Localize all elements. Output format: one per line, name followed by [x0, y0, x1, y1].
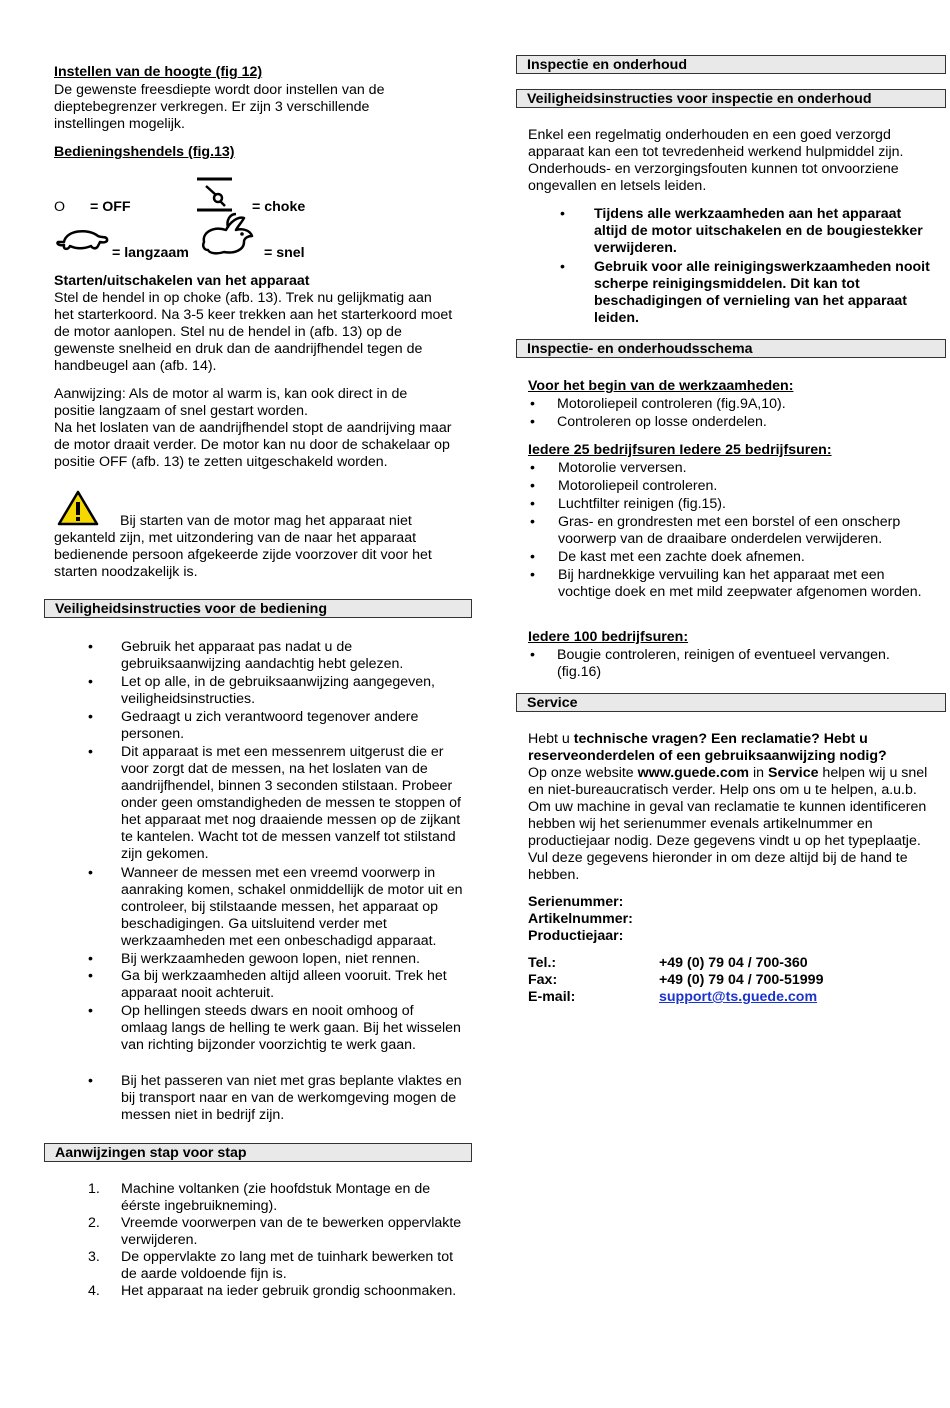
- tel-label: Tel.:: [528, 955, 557, 971]
- step-text: Het apparaat na ieder gebruik grondig schoonmaken.: [121, 1283, 457, 1299]
- year-label: Productiejaar:: [528, 928, 624, 944]
- every25-list-item: [530, 460, 930, 477]
- bullet-marker: •: [530, 414, 535, 430]
- inspection-safety-title: Veiligheidsinstructies voor inspectie en onderhoud: [527, 91, 872, 107]
- serial-label: Serienummer:: [528, 894, 624, 910]
- safety-section-header: [44, 599, 472, 618]
- bullet-marker: •: [88, 639, 93, 655]
- bullet-marker: •: [530, 549, 535, 565]
- height-title: Instellen van de hoogte (fig 12): [54, 64, 263, 80]
- fax-value: +49 (0) 79 04 / 700-51999: [659, 972, 824, 988]
- schema-section-title: Inspectie- en onderhoudsschema: [527, 341, 753, 357]
- article-label: Artikelnummer:: [528, 911, 633, 927]
- safety-list-item: [88, 639, 464, 673]
- height-text: De gewenste freesdiepte wordt door instellen van de dieptebegrenzer verkregen. Er zijn 3 verschillende instellingen mogelijk.: [54, 82, 385, 132]
- email-label: E-mail:: [528, 989, 576, 1005]
- bullet-marker: •: [530, 496, 535, 512]
- bullet-marker: •: [88, 865, 93, 881]
- before-list-item: [530, 414, 930, 431]
- bullet-marker: •: [530, 647, 535, 663]
- safety-list-item: [88, 1073, 464, 1124]
- step-list-item: [88, 1181, 464, 1215]
- service-web-part3: helpen wij u snel en niet-bureaucratisch verder. Help ons om u te helpen, a.u.b. Om uw machine in geval van reclamatie te kunnen identificeren hebben wij het serienummer evenals artikelnummer en productiejaar nodig. Deze gegevens vindt u op het typeplaatje. Vul deze gegevens hieronder in om deze altijd bij de hand te hebben.: [528, 765, 928, 883]
- every25-list-item: [530, 496, 930, 513]
- schema-section-header: [516, 339, 946, 358]
- every25-item-text: De kast met een zachte doek afnemen.: [558, 549, 805, 565]
- start-title: Starten/uitschakelen van het apparaat: [54, 273, 310, 289]
- bullet-marker: •: [88, 951, 93, 967]
- bullet-marker: •: [88, 709, 93, 725]
- service-website-url[interactable]: www.guede.com: [637, 765, 750, 781]
- inspection-intro: Enkel een regelmatig onderhouden en een goed verzorgd apparaat kan een tot tevredenheid werkend hulpmiddel zijn. Onderhouds- en verzorgingsfouten kunnen tot onvoorziene ongevallen en letsels leiden.: [528, 127, 904, 194]
- step-list-item: [88, 1215, 464, 1249]
- bullet-marker: •: [530, 514, 535, 530]
- safety-item-text: Dit apparaat is met een messenrem uitgerust die er voor zorgt dat de messen, na het loslaten van de aandrijfhendel, binnen 3 seconden stilstaan. Probeer onder geen omstandigheden de messen te stoppen of het apparaat met nog draaiende messen op de zijkant te kantelen. Wacht tot de messen vanzelf tot stilstand zijn gekomen.: [121, 744, 461, 862]
- choke-label: = choke: [252, 199, 306, 215]
- levers-title: Bedieningshendels (fig.13): [54, 144, 235, 160]
- step-number: 1.: [88, 1181, 100, 1197]
- step-number: 4.: [88, 1283, 100, 1299]
- safety-list-item: [88, 968, 464, 1002]
- bullet-marker: •: [560, 259, 565, 275]
- off-label: = OFF: [90, 199, 131, 215]
- bullet-marker: •: [560, 206, 565, 222]
- bullet-marker: •: [88, 1003, 93, 1019]
- turtle-icon: [54, 224, 110, 256]
- inspection-section-header: [516, 55, 946, 74]
- safety-list-item: [88, 744, 464, 863]
- email-link[interactable]: support@ts.guede.com: [659, 989, 818, 1005]
- warning-text: Bij starten van de motor mag het apparaat niet gekanteld zijn, met uitzondering van de naar het apparaat bedienende persoon afgekeerde zijde voorzover dit voor het starten noodzakelijk is.: [54, 513, 432, 580]
- safety-item-text: Wanneer de messen met een vreemd voorwerp in aanraking komen, schakel onmiddellijk de motor uit en controleer, bij stilstaande messen, het apparaat op beschadigingen. Ga uitsluitend verder met werkzaamheden met een onbeschadigd apparaat.: [121, 865, 463, 949]
- step-number: 3.: [88, 1249, 100, 1265]
- bullet-marker: •: [530, 460, 535, 476]
- every25-item-text: Bij hardnekkige vervuiling kan het apparaat met een vochtige doek en met mild zeepwater afgenomen worden.: [558, 567, 922, 600]
- before-list-item: [530, 396, 930, 413]
- service-section-title: Service: [527, 695, 578, 711]
- step-list-item: [88, 1283, 464, 1300]
- safety-item-text: Let op alle, in de gebruiksaanwijzing aangegeven, veiligheidsinstructies.: [121, 674, 435, 707]
- fax-label: Fax:: [528, 972, 558, 988]
- inspection-item-text: Tijdens alle werkzaamheden aan het apparaat altijd de motor uitschakelen en de bougiestekker verwijderen.: [594, 206, 923, 256]
- inspection-section-title: Inspectie en onderhoud: [527, 57, 688, 73]
- every25-item-text: Luchtfilter reinigen (fig.15).: [558, 496, 726, 512]
- safety-item-text: Bij het passeren van niet met gras beplante vlaktes en bij transport naar en van de werkomgeving mogen de messen niet in bedrijf zijn.: [121, 1073, 462, 1123]
- slow-label: = langzaam: [112, 245, 189, 261]
- every25-item-text: Motoroliepeil controleren.: [558, 478, 718, 494]
- bullet-marker: •: [530, 396, 535, 412]
- safety-item-text: Ga bij werkzaamheden altijd alleen vooruit. Trek het apparaat nooit achteruit.: [121, 968, 447, 1001]
- service-web-part1: Op onze website: [528, 765, 638, 781]
- bullet-marker: •: [88, 674, 93, 690]
- step-text: De oppervlakte zo lang met de tuinhark bewerken tot de aarde voldoende fijn is.: [121, 1249, 454, 1282]
- every25-item-text: Motorolie verversen.: [558, 460, 687, 476]
- every25-title: Iedere 25 bedrijfsuren Iedere 25 bedrijfsuren:: [528, 442, 832, 458]
- steps-section-header: [44, 1143, 472, 1162]
- bullet-marker: •: [88, 968, 93, 984]
- every25-list-item: [530, 567, 930, 601]
- service-question-bold: technische vragen? Een reclamatie? Hebt u reserveonderdelen of een gebruiksaanwijzing nodig?: [528, 731, 887, 764]
- step-text: Machine voltanken (zie hoofdstuk Montage en de éérste ingebruikneming).: [121, 1181, 431, 1214]
- before-item-text: Motoroliepeil controleren (fig.9A,10).: [557, 396, 786, 412]
- bullet-marker: •: [88, 1073, 93, 1089]
- fast-label: = snel: [264, 245, 305, 261]
- every100-title: Iedere 100 bedrijfsuren:: [528, 629, 689, 645]
- inspection-list-item: [560, 259, 932, 327]
- inspection-item-text: Gebruik voor alle reinigingswerkzaamheden nooit scherpe reinigingsmiddelen. Dit kan tot beschadigingen of vernieling van het apparaat leiden.: [594, 259, 930, 326]
- safety-item-text: Op hellingen steeds dwars en nooit omhoog of omlaag langs de helling te werk gaan. Bij het wisselen van richting bijzonder voorzichtig te werk gaan.: [121, 1003, 461, 1053]
- release-text: Na het loslaten van de aandrijfhendel stopt de aandrijving maar de motor draait verder. De motor kan nu door de schakelaar op positie OFF (afb. 13) te zetten uitgeschakeld worden.: [54, 420, 452, 470]
- every100-item-text: Bougie controleren, reinigen of eventueel vervangen. (fig.16): [557, 647, 890, 680]
- every100-list-item: [530, 647, 912, 681]
- service-question: [528, 731, 928, 765]
- safety-list-item: [88, 674, 464, 708]
- bullet-marker: •: [530, 567, 535, 583]
- safety-list-item: [88, 709, 464, 743]
- before-item-text: Controleren op losse onderdelen.: [557, 414, 767, 430]
- service-web-part2: in: [749, 765, 768, 781]
- inspection-list-item: [560, 206, 932, 257]
- off-symbol: O: [54, 199, 66, 215]
- tel-value: +49 (0) 79 04 / 700-360: [659, 955, 808, 971]
- before-title: Voor het begin van de werkzaamheden:: [528, 378, 794, 394]
- step-list-item: [88, 1249, 464, 1283]
- service-section-header: [516, 693, 946, 712]
- safety-item-text: Bij werkzaamheden gewoon lopen, niet rennen.: [121, 951, 420, 967]
- step-number: 2.: [88, 1215, 100, 1231]
- safety-list-item: [88, 951, 464, 968]
- service-question-prefix: Hebt u: [528, 731, 574, 747]
- service-web-service: Service: [767, 765, 819, 781]
- choke-icon: [194, 176, 236, 214]
- safety-item-text: Gebruik het apparaat pas nadat u de gebruiksaanwijzing aandachtig hebt gelezen.: [121, 639, 404, 672]
- service-website-text: [528, 765, 936, 884]
- every25-list-item: [530, 478, 930, 495]
- every25-list-item: [530, 514, 930, 548]
- step-text: Vreemde voorwerpen van de te bewerken oppervlakte verwijderen.: [121, 1215, 462, 1248]
- rabbit-icon: [198, 212, 256, 258]
- bullet-marker: •: [88, 744, 93, 760]
- safety-section-title: Veiligheidsinstructies voor de bediening: [55, 601, 327, 617]
- start-text: Stel de hendel in op choke (afb. 13). Trek nu gelijkmatig aan het starterkoord. Na 3-5 keer trekken aan het starterkoord moet de motor aanlopen. Stel nu de hendel in (afb. 13) op de gewenste snelheid en druk dan de aandrijfhendel tegen de handbeugel aan (afb. 14).: [54, 290, 453, 374]
- steps-section-title: Aanwijzingen stap voor stap: [55, 1145, 247, 1161]
- note-text: Aanwijzing: Als de motor al warm is, kan ook direct in de positie langzaam of snel gestart worden.: [54, 386, 408, 419]
- safety-item-text: Gedraagt u zich verantwoord tegenover andere personen.: [121, 709, 419, 742]
- safety-list-item: [88, 1003, 464, 1054]
- safety-list-item: [88, 865, 464, 950]
- every25-item-text: Gras- en grondresten met een borstel of een onscherp voorwerp van de draaibare onderdelen verwijderen.: [558, 514, 901, 547]
- bullet-marker: •: [530, 478, 535, 494]
- inspection-safety-header: [516, 89, 946, 108]
- every25-list-item: [530, 549, 930, 566]
